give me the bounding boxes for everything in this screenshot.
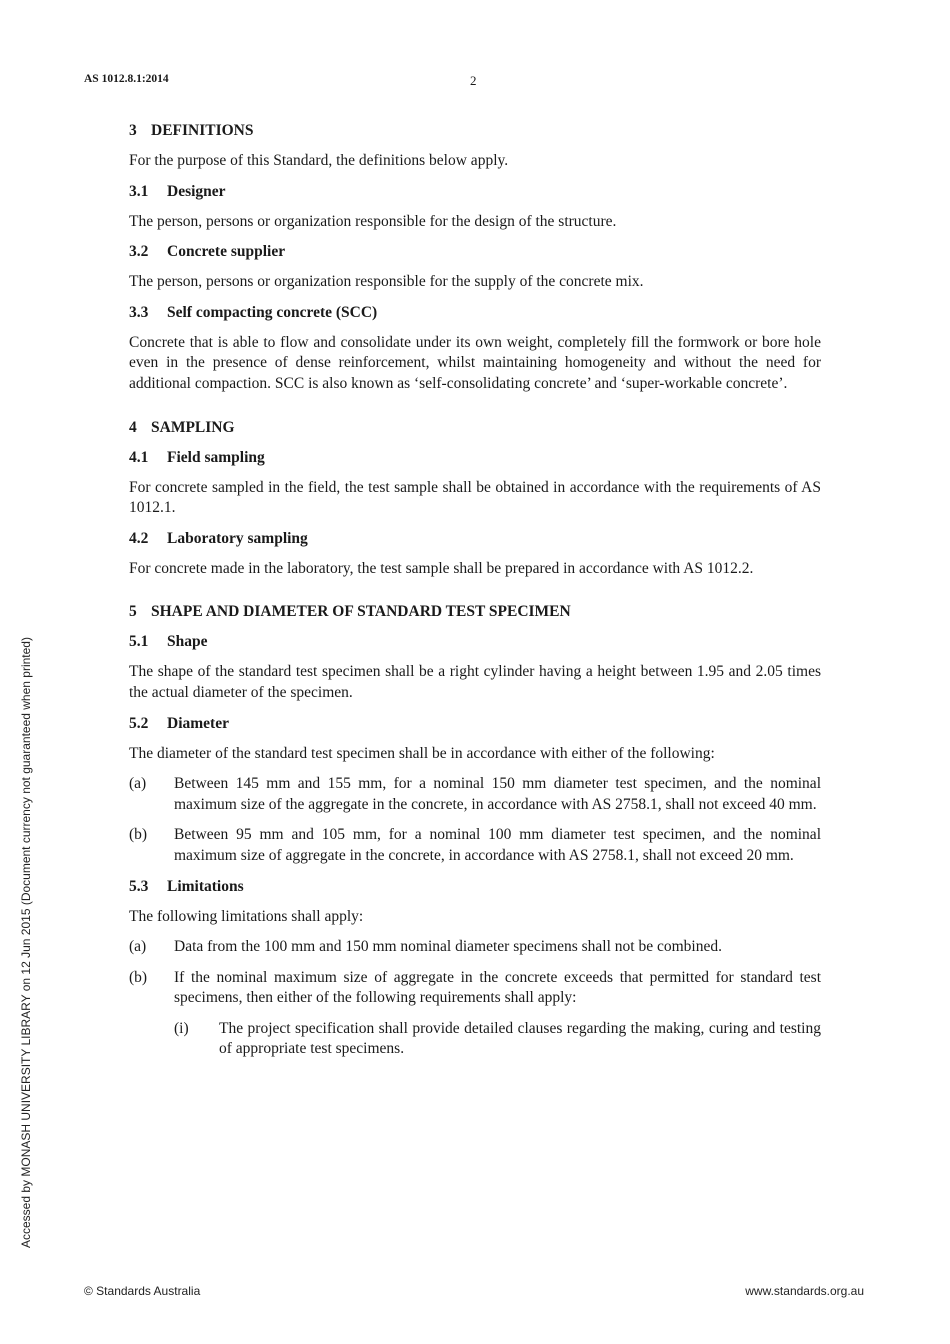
clause-number: 5.3	[129, 877, 149, 895]
clause-title: Shape	[167, 633, 208, 651]
clause-heading-5-1	[129, 632, 821, 652]
clause-title: Field sampling	[167, 448, 265, 466]
clause-text: For concrete made in the laboratory, the test sample shall be prepared in accordance with AS 1012.2.	[129, 559, 754, 577]
clause-number: 4.1	[129, 448, 149, 466]
clause-heading-5-2	[129, 714, 821, 734]
clause-text: The person, persons or organization responsible for the supply of the concrete mix.	[129, 273, 644, 291]
list-marker: (b)	[129, 826, 148, 844]
section-heading-3	[129, 121, 821, 141]
clause-heading-5-3	[129, 877, 821, 897]
section-heading-5	[129, 602, 821, 622]
list-item	[129, 937, 821, 958]
list-item-text: Between 95 mm and 105 mm, for a nominal 100 mm diameter test specimen, and the nominal maximum size of aggregate in the concrete, in accordance with AS 2758.1, shall not exceed 20 mm.	[174, 826, 821, 864]
clause-title: Designer	[167, 182, 226, 200]
clause-number: 3.2	[129, 243, 149, 261]
list-marker: (i)	[174, 1019, 189, 1037]
footer-copyright: © Standards Australia	[84, 1284, 201, 1298]
page-number: 2	[470, 73, 477, 88]
section-title: SHAPE AND DIAMETER OF STANDARD TEST SPECIMEN	[151, 603, 571, 621]
list-marker: (b)	[129, 968, 148, 986]
clause-text: The diameter of the standard test specimen shall be in accordance with either of the following:	[129, 744, 715, 762]
section-intro: For the purpose of this Standard, the definitions below apply.	[129, 152, 509, 169]
footer-website: www.standards.org.au	[745, 1284, 864, 1298]
clause-text: Concrete that is able to flow and consolidate under its own weight, completely fill the formwork or bore hole even in the presence of dense reinforcement, whilst maintaining homogeneity and without the need for additional compaction. SCC is also known as ‘self-consolidating concrete’ and ‘super-workable concrete’.	[129, 333, 821, 392]
clause-title: Laboratory sampling	[167, 529, 308, 547]
clause-title: Self compacting concrete (SCC)	[167, 303, 378, 321]
access-notice: Accessed by MONASH UNIVERSITY LIBRARY on 12 Jun 2015 (Document currency not guaranteed when printed)	[19, 637, 33, 1248]
clause-heading-4-2	[129, 529, 821, 549]
clause-number: 5.1	[129, 633, 149, 651]
clause-text: The shape of the standard test specimen shall be a right cylinder having a height between 1.95 and 2.05 times the actual diameter of the specimen.	[129, 663, 821, 701]
section-number: 4	[129, 418, 137, 436]
section-title: SAMPLING	[151, 418, 235, 436]
list-marker: (a)	[129, 938, 147, 956]
list-item	[129, 968, 821, 1009]
clause-text: For concrete sampled in the field, the test sample shall be obtained in accordance with the requirements of AS 1012.1.	[129, 478, 821, 517]
list-item-text: If the nominal maximum size of aggregate in the concrete exceeds that permitted for standard test specimens, then either of the following requirements shall apply:	[174, 968, 821, 1007]
section-title: DEFINITIONS	[151, 122, 254, 139]
list-item	[129, 774, 821, 815]
clause-heading-3-3	[129, 303, 821, 323]
list-item-text: The project specification shall provide detailed clauses regarding the making, curing and testing of appropriate test specimens.	[219, 1019, 821, 1058]
sub-list-item	[129, 1019, 821, 1060]
section-heading-4	[129, 418, 821, 438]
clause-number: 4.2	[129, 529, 149, 547]
section-number: 3	[129, 122, 137, 139]
clause-number: 3.1	[129, 182, 149, 200]
list-item	[129, 825, 821, 866]
page-content	[129, 121, 821, 1070]
clause-heading-4-1	[129, 448, 821, 468]
list-item-text: Between 145 mm and 155 mm, for a nominal 150 mm diameter test specimen, and the nominal maximum size of the aggregate in the concrete, in accordance with AS 2758.1, shall not exceed 40 mm.	[174, 775, 821, 813]
document-id: AS 1012.8.1:2014	[84, 73, 169, 85]
clause-number: 3.3	[129, 303, 149, 321]
section-number: 5	[129, 603, 137, 621]
clause-text: The following limitations shall apply:	[129, 907, 364, 925]
clause-heading-3-2	[129, 242, 821, 262]
clause-number: 5.2	[129, 714, 149, 732]
list-marker: (a)	[129, 775, 147, 793]
clause-title: Limitations	[167, 877, 244, 895]
clause-title: Concrete supplier	[167, 243, 286, 261]
clause-heading-3-1	[129, 182, 821, 202]
list-item-text: Data from the 100 mm and 150 mm nominal diameter specimens shall not be combined.	[174, 938, 722, 956]
clause-title: Diameter	[167, 714, 229, 732]
clause-text: The person, persons or organization responsible for the design of the structure.	[129, 212, 617, 230]
